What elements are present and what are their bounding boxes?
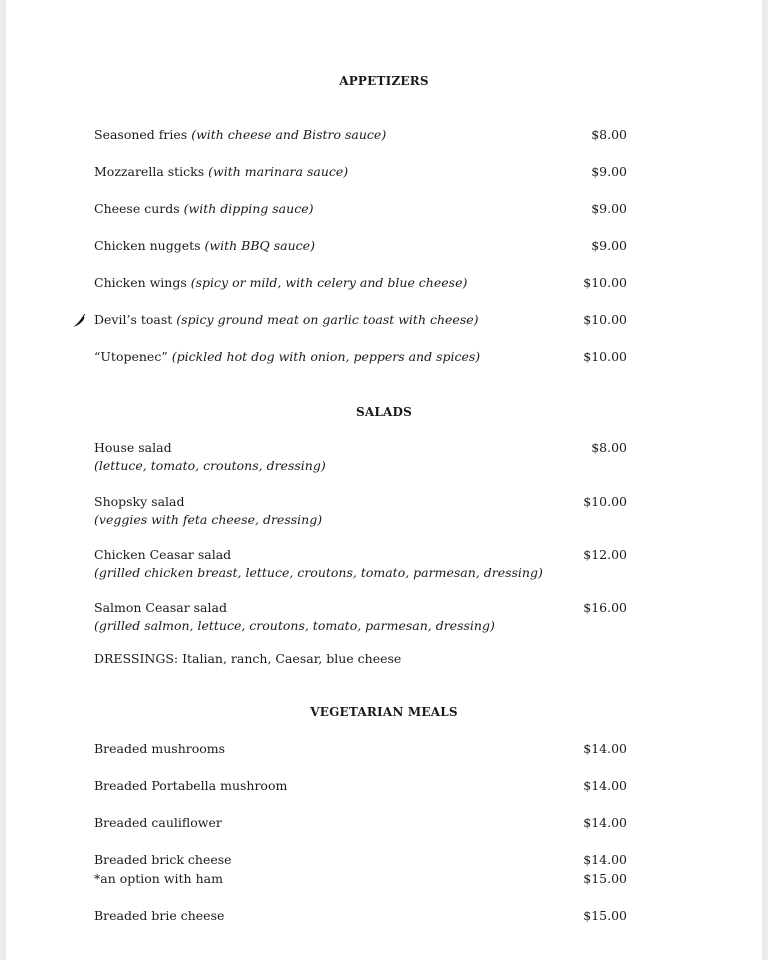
- item-price: $8.00: [591, 440, 627, 455]
- item-price: $10.00: [583, 312, 627, 327]
- item-name: House salad: [94, 440, 172, 455]
- item-description: (with marinara sauce): [208, 164, 349, 179]
- item-description: (grilled salmon, lettuce, croutons, tomato, parmesan, dressing): [94, 618, 495, 633]
- item-name: Devil’s toast: [94, 312, 173, 327]
- chili-pepper-icon: [72, 314, 86, 328]
- item-name: Mozzarella sticks: [94, 164, 205, 179]
- item-name: Chicken nuggets: [94, 238, 201, 253]
- item-description: (pickled hot dog with onion, peppers and spices): [171, 349, 481, 364]
- item-price: $16.00: [583, 600, 627, 615]
- vegetarian-heading: VEGETARIAN MEALS: [310, 705, 458, 719]
- item-price: $9.00: [591, 238, 627, 253]
- item-description: (with dipping sauce): [183, 201, 314, 216]
- item-name: Breaded cauliflower: [94, 815, 222, 830]
- page-edge-left: [0, 0, 6, 960]
- item-description: (veggies with feta cheese, dressing): [94, 512, 323, 527]
- item-name: Breaded brie cheese: [94, 908, 225, 923]
- dressings-note: DRESSINGS: Italian, ranch, Caesar, blue cheese: [94, 651, 402, 666]
- item-description: (spicy ground meat on garlic toast with cheese): [176, 312, 479, 327]
- item-price: $9.00: [591, 164, 627, 179]
- item-price: $14.00: [583, 815, 627, 830]
- item-name: Salmon Ceasar salad: [94, 600, 227, 615]
- appetizers-heading: APPETIZERS: [339, 74, 429, 88]
- page-edge-right: [762, 0, 768, 960]
- item-name: Breaded Portabella mushroom: [94, 778, 288, 793]
- item-name: Seasoned fries: [94, 127, 188, 142]
- item-price: $14.00: [583, 852, 627, 867]
- item-name: Chicken Ceasar salad: [94, 547, 232, 562]
- item-name: Chicken wings: [94, 275, 187, 290]
- item-description: (with BBQ sauce): [204, 238, 315, 253]
- item-price: $14.00: [583, 778, 627, 793]
- item-description: (lettuce, tomato, croutons, dressing): [94, 458, 326, 473]
- item-option-price: $15.00: [583, 871, 627, 886]
- item-name: “Utopenec”: [94, 349, 168, 364]
- item-description: (spicy or mild, with celery and blue cheese): [190, 275, 468, 290]
- salads-heading: SALADS: [356, 405, 412, 419]
- item-price: $14.00: [583, 741, 627, 756]
- item-description: (grilled chicken breast, lettuce, croutons, tomato, parmesan, dressing): [94, 565, 543, 580]
- item-price: $12.00: [583, 547, 627, 562]
- item-price: $8.00: [591, 127, 627, 142]
- item-option-note: *an option with ham: [94, 871, 223, 886]
- item-price: $15.00: [583, 908, 627, 923]
- item-name: Cheese curds: [94, 201, 180, 216]
- item-name: Shopsky salad: [94, 494, 185, 509]
- item-name: Breaded brick cheese: [94, 852, 232, 867]
- item-name: Breaded mushrooms: [94, 741, 226, 756]
- item-price: $9.00: [591, 201, 627, 216]
- item-price: $10.00: [583, 349, 627, 364]
- item-description: (with cheese and Bistro sauce): [191, 127, 387, 142]
- item-price: $10.00: [583, 494, 627, 509]
- item-price: $10.00: [583, 275, 627, 290]
